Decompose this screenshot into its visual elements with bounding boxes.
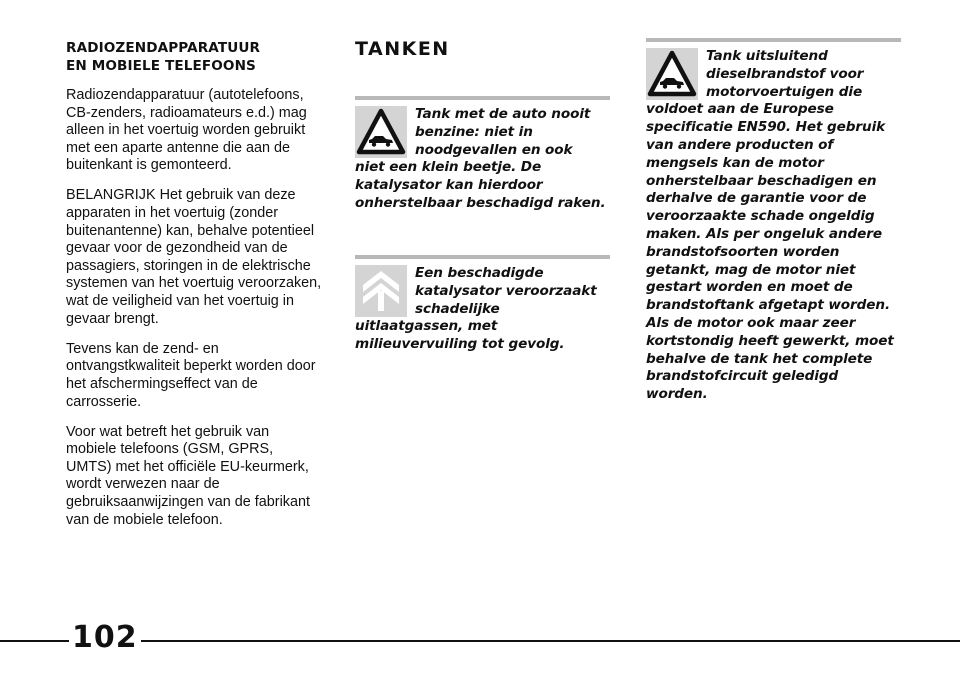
warning-box-petrol <box>355 96 610 211</box>
warning-line: brandstoftank afgetapt worden. <box>646 297 891 314</box>
warning-line: milieuvervuiling tot gevolg. <box>355 336 565 353</box>
paragraph-mobile-phones: Voor wat betreft het gebruik van mobiele telefoons (GSM, GPRS, UMTS) met het officiële EU-keurmerk, wordt verwezen naar de gebruiksaanwijzingen van de fabrikant van de mobiele telefoon. <box>66 423 310 528</box>
warning-line: van andere producten of <box>646 136 834 153</box>
section-heading-line-2: EN MOBIELE TELEFOONS <box>66 57 256 74</box>
paragraph-important: BELANGRIJK Het gebruik van deze apparaten in het voertuig (zonder buitenantenne) kan, behalve potentieel gevaar voor de gezondheid van de passagiers, storingen in de elektrische systemen van het voertuig veroorzaken, wat de veiligheid van het voertuig in gevaar brengt. <box>66 187 322 327</box>
paragraph-radio-equipment: Radiozendapparatuur (autotelefoons, CB-zenders, radioamateurs e.d.) mag alleen in het voertuig worden gebruikt met een aparte antenne die aan de buitenkant is gemonteerd. <box>66 87 307 174</box>
paragraph-reception-quality: Tevens kan de zend- en ontvangstkwaliteit beperkt worden door het afschermingseffect van de carrosserie. <box>66 340 316 410</box>
warning-text <box>355 106 610 213</box>
warning-line: specificatie EN590. Het gebruik <box>646 119 886 136</box>
warning-line: behalve de tank het complete <box>646 350 873 367</box>
warning-line: katalysator veroorzaakt <box>415 282 597 299</box>
warning-line: derhalve de garantie voor de <box>646 190 867 207</box>
warning-line: onherstelbaar beschadigen en <box>646 172 877 189</box>
warning-rule <box>646 38 901 42</box>
warning-line: veroorzaakte schade ongeldig <box>646 208 875 225</box>
section-heading-line-1: RADIOZENDAPPARATUUR <box>66 40 261 56</box>
warning-line: motorvoertuigen die <box>706 83 863 100</box>
warning-box-diesel <box>646 38 901 403</box>
warning-text <box>646 48 901 404</box>
section-body <box>66 87 322 542</box>
warning-line: katalysator kan hierdoor <box>355 177 543 194</box>
warning-line: onherstelbaar beschadigd raken. <box>355 194 606 211</box>
warning-line: mengsels kan de motor <box>646 154 824 171</box>
warning-box-catalyst <box>355 255 610 353</box>
page-title: TANKEN <box>355 38 450 60</box>
warning-line: dieselbrandstof voor <box>706 65 864 82</box>
warning-line: uitlaatgassen, met <box>355 318 498 335</box>
warning-line: gestart worden en moet de <box>646 279 853 296</box>
warning-line: Tank met de auto nooit <box>415 106 591 122</box>
warning-line: Een beschadigde <box>415 265 544 281</box>
warning-line: benzine: niet in <box>415 123 533 140</box>
page-number: 102 <box>69 618 141 658</box>
warning-line: noodgevallen en ook <box>415 141 573 158</box>
warning-line: kortstondig heeft gewerkt, moet <box>646 332 894 349</box>
warning-line: schadelijke <box>415 300 500 317</box>
warning-line: maken. Als per ongeluk andere <box>646 225 882 242</box>
section-heading <box>66 40 322 75</box>
warning-line: worden. <box>646 386 708 403</box>
warning-rule <box>355 255 610 259</box>
warning-line: voldoet aan de Europese <box>646 101 834 118</box>
footer-rule <box>0 640 960 642</box>
warning-line: niet een klein beetje. De <box>355 159 542 176</box>
warning-rule <box>355 96 610 100</box>
warning-line: brandstofsoorten worden <box>646 243 840 260</box>
warning-text <box>355 265 610 354</box>
warning-line: Tank uitsluitend <box>706 48 828 64</box>
warning-line: getankt, mag de motor niet <box>646 261 856 278</box>
warning-line: Als de motor ook maar zeer <box>646 314 856 331</box>
warning-line: brandstofcircuit geledigd <box>646 368 839 385</box>
